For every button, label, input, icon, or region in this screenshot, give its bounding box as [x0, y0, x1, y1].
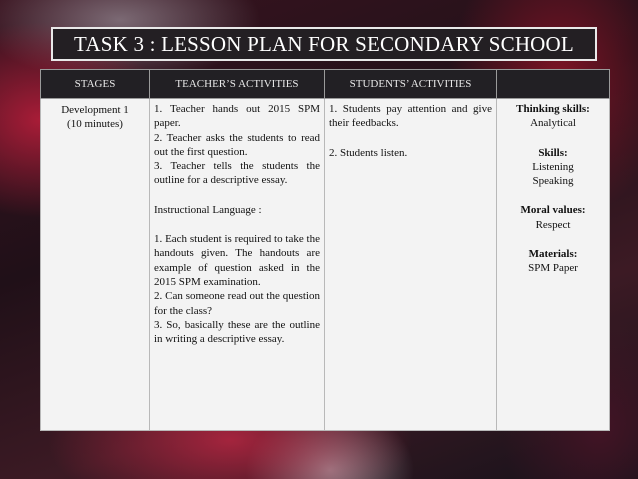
student-step-2: 2. Students listen.: [329, 146, 408, 159]
header-stages: STAGES: [41, 70, 150, 99]
stage-duration: (10 minutes): [67, 118, 123, 131]
students-activities-cell: [325, 99, 497, 431]
thinking-skills-label: Thinking skills:: [516, 103, 590, 115]
skill-listening: Listening: [532, 160, 574, 173]
title-text: TASK 3 : LESSON PLAN FOR SECONDARY SCHOOL: [74, 31, 574, 56]
table-row: [41, 99, 610, 431]
header-row: [41, 70, 610, 99]
instructional-language-label: Instructional Language :: [154, 203, 262, 216]
skill-speaking: Speaking: [532, 175, 574, 188]
header-blank: [497, 70, 610, 99]
lesson-plan-table: [40, 69, 610, 431]
materials-label: Materials:: [528, 248, 578, 261]
stage-name: Development 1: [61, 104, 129, 116]
header-students-activities: STUDENTS’ ACTIVITIES: [325, 70, 497, 99]
teacher-activities-cell: [150, 99, 325, 431]
header-teacher-activities: TEACHER’S ACTIVITIES: [150, 70, 325, 99]
teacher-step-1: 1. Teacher hands out 2015 SPM paper.: [154, 103, 320, 130]
teacher-step-3: 3. Teacher tells the students the outline for a descriptive essay.: [154, 160, 320, 187]
student-step-1: 1. Students pay attention and give their feedbacks.: [329, 103, 492, 130]
instruction-3: 3. So, basically these are the outline in writing a descriptive essay.: [154, 318, 320, 346]
moral-values-label: Moral values:: [520, 204, 586, 217]
skills-label: Skills:: [538, 146, 568, 159]
lesson-details-cell: [497, 99, 610, 431]
materials-value: SPM Paper: [528, 262, 578, 275]
stage-cell: [41, 99, 150, 431]
thinking-skills-value: Analytical: [530, 117, 576, 130]
instruction-1: 1. Each student is required to take the handouts given. The handouts are example of question asked in the 2015 SPM examination.: [154, 233, 320, 288]
page-title: [51, 27, 597, 61]
teacher-step-2: 2. Teacher asks the students to read out the first question.: [154, 131, 320, 158]
moral-values-value: Respect: [535, 218, 571, 231]
instruction-2: 2. Can someone read out the question for the class?: [154, 290, 320, 317]
